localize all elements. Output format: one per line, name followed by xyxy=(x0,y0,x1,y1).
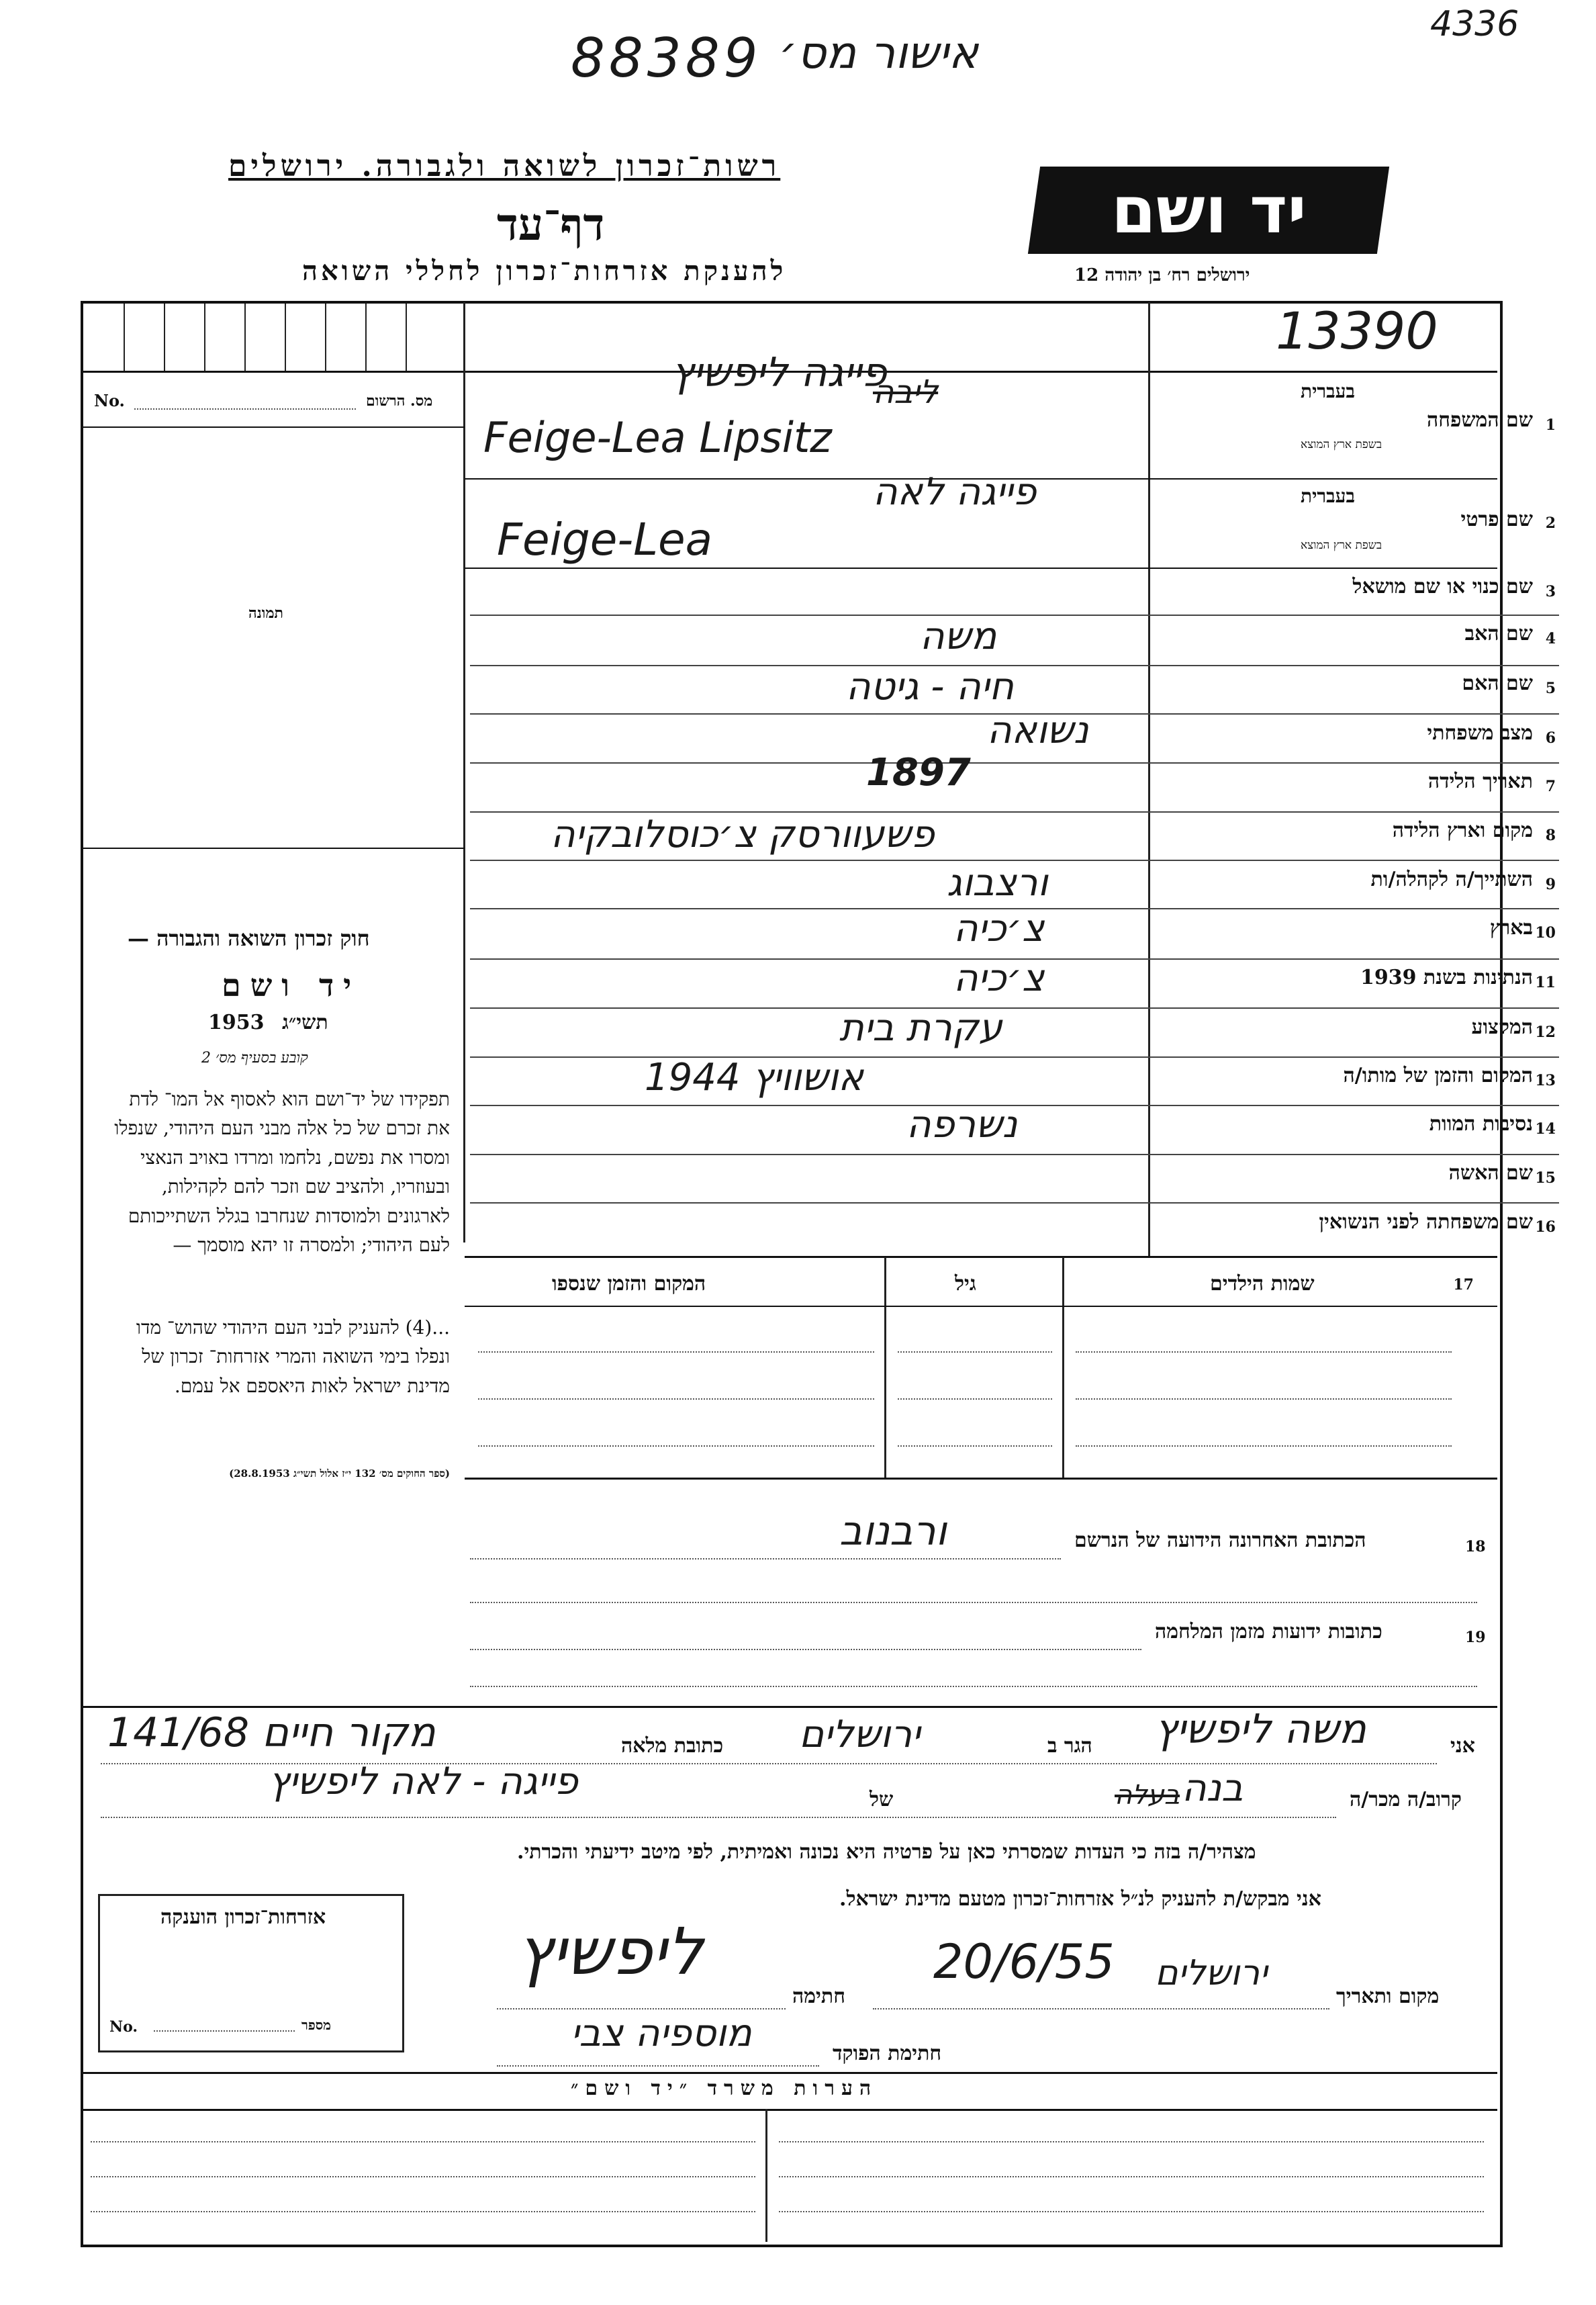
signature-label: חתימה xyxy=(792,1985,845,2008)
given-name-hebrew-value: פייגה לאה xyxy=(873,470,1037,514)
date-value: 20/6/55 xyxy=(933,1934,1115,1989)
supervisor-label: חתימת הפוקד xyxy=(833,2042,942,2065)
children-table xyxy=(465,1257,1497,1479)
logo-address: ירושלים רח׳ בן יהודה 12 xyxy=(1074,265,1250,285)
marital-status-value: נשואה xyxy=(987,709,1089,752)
field-7-number: 7 xyxy=(1545,778,1556,795)
field-3-number: 3 xyxy=(1545,583,1556,600)
of-label: של xyxy=(870,1788,894,1811)
supervisor-value: מוספיה צבי xyxy=(571,2012,752,2055)
top-approval-number: 88389 xyxy=(571,27,762,89)
field-2-hebrew-tag: בעברית xyxy=(1301,485,1356,507)
law-name: יד ושם xyxy=(222,967,361,1003)
law-text-1: תפקידו של יד־ושם הוא לאסוף אל המו־ לדת את זכרם של כל אלה מבני העם היהודי, שנפלו ומסרו את נפשם, נלחמו ומרדו באויב הנאצי ובעוזריו, ולהציב שם וזכר להם לקהילות, לארגונים ולמוסדות שנחרבו בגלל השתייכותם לעם היהודי; ולמסרה זו יהא מוסמך — xyxy=(114,1088,450,1256)
field-profession xyxy=(1233,1006,1556,1054)
law-title: חוק זכרון השואה והגבורה — xyxy=(128,925,370,951)
family-name-hebrew-value: פייגה ליפשיץ xyxy=(671,349,887,396)
corner-archive-number: 4336 xyxy=(1430,4,1519,44)
family-name-struck-value: ליבה xyxy=(873,373,939,411)
yad-vashem-logo xyxy=(1028,167,1389,254)
last-address-label: הכתובת האחרונה הידועה של הנרשם xyxy=(1074,1529,1366,1552)
birth-date-value: 1897 xyxy=(866,751,971,795)
children-place-header: המקום והזמן שנספו xyxy=(552,1272,706,1296)
field-family-name xyxy=(1233,376,1556,477)
law-year: 1953 xyxy=(208,1011,265,1034)
birth-place-value: פשעוורסק צ׳כוסלובקיה xyxy=(551,813,935,856)
resides-label: הגר ב xyxy=(1047,1734,1092,1758)
field-birth-place xyxy=(1233,809,1556,858)
registration-boxes xyxy=(83,304,462,371)
field-5-label: שם האם xyxy=(1462,672,1533,695)
family-name-local-value: Feige-Lea Lipsitz xyxy=(483,413,832,462)
signature-value: ליפשיץ xyxy=(517,1914,704,1989)
field-nickname xyxy=(1233,566,1556,614)
law-year-hebrew: תשי״ג xyxy=(282,1011,328,1034)
field-maiden-name xyxy=(1233,1201,1556,1249)
grant-box-number-label: מספר xyxy=(301,2017,331,2033)
place-date-label: מקום ותאריך xyxy=(1336,1985,1440,2008)
resides-value: ירושלים xyxy=(799,1713,921,1756)
field-4-number: 4 xyxy=(1545,630,1556,647)
last-address-value: ורבנוב xyxy=(839,1508,947,1555)
field-9-number: 9 xyxy=(1545,876,1556,893)
registration-label: מס. הרשום xyxy=(366,392,433,410)
children-names-header: שמות הילדים xyxy=(1210,1272,1315,1296)
full-address-value: מקור חיים 141/68 xyxy=(107,1709,436,1756)
grant-box xyxy=(98,1894,404,2052)
field-16-label: שם משפחתה לפני הנשואין xyxy=(1319,1210,1533,1234)
field-country xyxy=(1233,907,1556,955)
photo-label: תמונה xyxy=(248,604,283,622)
field-11-number: 11 xyxy=(1535,974,1556,991)
field-13-number: 13 xyxy=(1535,1072,1556,1089)
field-14-number: 14 xyxy=(1535,1120,1556,1138)
field-18-number: 18 xyxy=(1465,1538,1486,1555)
field-16-number: 16 xyxy=(1535,1218,1556,1236)
field-citizenship-1939 xyxy=(1233,956,1556,1005)
field-12-number: 12 xyxy=(1535,1024,1556,1041)
mother-name-value: חיה - גיטה xyxy=(846,665,1015,709)
given-name-local-value: Feige-Lea xyxy=(497,514,713,566)
field-10-label: בארץ xyxy=(1489,916,1533,940)
death-circumstances-value: נשרפה xyxy=(906,1103,1018,1146)
relative-struck-value: בעלה xyxy=(1115,1780,1180,1811)
father-name-value: משה xyxy=(920,615,997,658)
wartime-addresses-label: כתובות ידועות מזמן המלחמה xyxy=(1155,1620,1382,1643)
field-father-name xyxy=(1233,613,1556,661)
field-1-local-tag: בשפת ארץ המוצא xyxy=(1301,438,1382,451)
field-8-label: מקום וארץ הלידה xyxy=(1392,819,1533,842)
relative-label: קרוב/ה מכר/ה xyxy=(1350,1788,1462,1811)
field-14-label: נסיבות המוות xyxy=(1429,1112,1533,1136)
field-10-number: 10 xyxy=(1535,924,1556,942)
field-9-label: השתייך/ה לקהלה/ות xyxy=(1370,868,1533,891)
field-death-place-time xyxy=(1233,1054,1556,1103)
law-source: (ספר החוקים מס׳ 132 י״ז אלול תשי״ג 28.8.1953) xyxy=(229,1467,450,1480)
field-3-label: שם כנוי או שם מושאל xyxy=(1352,575,1533,598)
field-13-label: המקום והזמן של מותו/ה xyxy=(1343,1064,1533,1087)
field-2-local-tag: בשפת ארץ המוצא xyxy=(1301,539,1382,552)
statement-1: מצהיר/ה בזה כי העדות שמסרתי כאן על פרטיה היא נכונה ואמיתית, לפי מיטב ידיעתי והכרתי. xyxy=(517,1840,1256,1864)
statement-2: אני מבקש/ת להעניק לנ״ל אזרחות־זכרון מטעם מדינת ישראל. xyxy=(839,1887,1321,1911)
form-subtitle: להענקת אזרחות־זכרון לחללי השואה xyxy=(302,255,787,287)
field-given-name xyxy=(1233,481,1556,575)
field-11-label: הנתינות בשנת 1939 xyxy=(1360,966,1533,989)
form-title: דף־עד xyxy=(497,198,605,251)
children-table-number: 17 xyxy=(1453,1276,1474,1294)
country-value: צ׳כיה xyxy=(953,907,1045,950)
field-7-label: תאריך הלידה xyxy=(1427,770,1533,793)
law-clause: קובע בסעיף מס׳ 2 xyxy=(201,1050,308,1067)
law-text-2: ...(4) להעניק לבני העם היהודי שהוש־ מדו ונפלו בימי השואה והמרי אזרחות־ זכרון של מדינת ישראל לאות היאספם אל עמם. xyxy=(136,1316,450,1397)
field-death-circumstances xyxy=(1233,1103,1556,1151)
field-15-number: 15 xyxy=(1535,1169,1556,1187)
field-19-number: 19 xyxy=(1465,1629,1486,1646)
field-mother-name xyxy=(1233,662,1556,711)
office-notes-title: הערות משרד ״יד ושם״ xyxy=(571,2077,878,2100)
field-1-hebrew-tag: בעברית xyxy=(1301,380,1356,402)
grant-box-title: אזרחות־זכרון הוענקה xyxy=(160,1905,326,1929)
field-4-label: שם האב xyxy=(1464,622,1533,645)
field-8-number: 8 xyxy=(1545,827,1556,844)
field-1-number: 1 xyxy=(1545,416,1556,434)
logo-text: יד ושם xyxy=(1111,173,1307,248)
profession-value: עקרת בית xyxy=(839,1006,1002,1050)
registration-no-label: No. xyxy=(94,391,125,410)
field-5-number: 5 xyxy=(1545,680,1556,697)
grant-box-number-label-en: No. xyxy=(109,2018,138,2036)
authority-title: רשות־זכרון לשואה ולגבורה. ירושלים xyxy=(228,149,781,183)
children-age-header: גיל xyxy=(955,1272,976,1296)
field-marital-status xyxy=(1233,712,1556,760)
death-place-time-value: אושוויץ 1944 xyxy=(645,1056,863,1099)
field-community xyxy=(1233,858,1556,907)
relative-value: בנה xyxy=(1182,1766,1243,1810)
sheet-number: 13390 xyxy=(1276,301,1438,361)
field-6-number: 6 xyxy=(1545,729,1556,747)
full-address-label: כתובת מלאה xyxy=(621,1734,724,1758)
field-wife-name xyxy=(1233,1152,1556,1200)
citizenship-1939-value: צ׳כיה xyxy=(953,956,1045,1000)
field-2-number: 2 xyxy=(1545,514,1556,532)
field-6-label: מצב משפחתי xyxy=(1427,721,1533,745)
place-value: ירושלים xyxy=(1155,1953,1268,1993)
field-1-label: שם המשפחה xyxy=(1426,408,1533,432)
of-value: פייגה - לאה ליפשיץ xyxy=(269,1760,578,1803)
declarant-name: משה ליפשיץ xyxy=(1155,1706,1366,1753)
field-12-label: המקצוע xyxy=(1471,1015,1533,1039)
field-2-label: שם פרטי xyxy=(1460,508,1533,531)
declarant-label: אני xyxy=(1450,1734,1475,1758)
community-value: ורצבוג xyxy=(947,861,1048,905)
field-birth-date xyxy=(1233,760,1556,809)
top-approval-note: אישור מס׳ xyxy=(779,27,978,79)
field-15-label: שם האשה xyxy=(1448,1161,1533,1185)
